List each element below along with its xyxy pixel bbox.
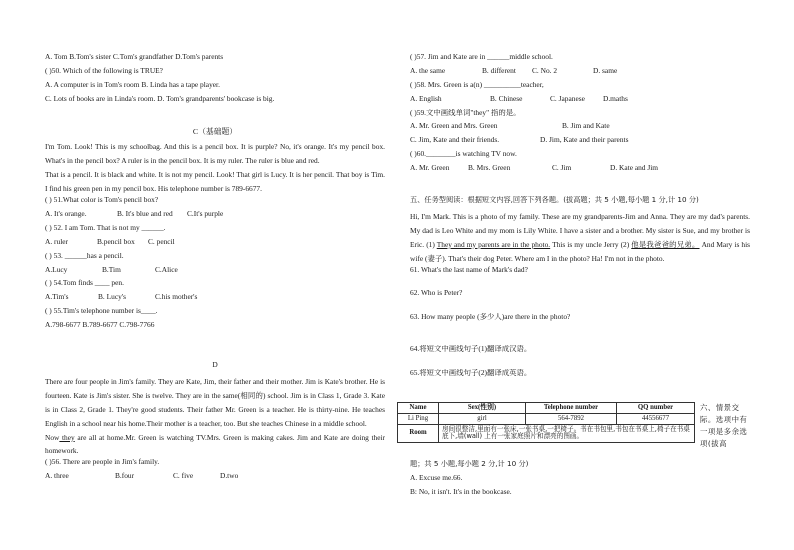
q52-stem: ( ) 52. I am Tom. That is not my ______. (45, 223, 166, 232)
q58-options (410, 95, 750, 109)
q51-option-c: C.It's purple (187, 208, 224, 218)
q51-stem: ( ) 51.What color is Tom's pencil box? (45, 196, 159, 205)
underlined-sentence-1: They and my parents are in the photo. (436, 239, 551, 249)
section-d-title: D (212, 360, 218, 369)
section-6-title-tail: 题；共 5 小题,每小题 2 分,计 10 分) (410, 460, 529, 468)
q56-option-c: C. five (173, 471, 194, 481)
left-column (45, 53, 385, 486)
q59-option-a: A. Mr. Green and Mrs. Green (410, 121, 498, 131)
q59-option-c: C. Jim, Kate and their friends. (410, 135, 500, 145)
q51-option-b: B. It's blue and red (117, 208, 173, 218)
passage-d-rest: are all at home.Mr. Green is watching TV.Mrs. Green is making cakes. Jim and Kate are doing their homework. (45, 432, 386, 456)
q58-stem: ( )58. Mrs. Green is a(n) __________teacher, (410, 80, 544, 89)
table-cell-sex: girl (439, 413, 526, 424)
section-5-passage-part-b: This is my uncle Jerry (2) (550, 239, 632, 249)
q61: 61. What's the last name of Mark's dad? (410, 265, 528, 274)
q58-option-d: D.maths (603, 93, 628, 103)
q57-option-b: B. different (482, 65, 516, 75)
q54-option-a: A.Tim's (45, 292, 69, 302)
passage-d-now: Now (45, 432, 60, 442)
table-cell-telephone: 564-7892 (526, 413, 617, 424)
q55-stem: ( ) 55.Tim's telephone number is____. (45, 307, 158, 316)
section-5-title: 五、任务型阅读：根据短文内容,回答下列各题。(拔高题；共 5 小题,每小题 1 分,计 10 分) (410, 196, 699, 205)
table-room-row (398, 424, 695, 442)
q54-option-b: B. Lucy's (98, 292, 127, 302)
q50-options-ab: A. A computer is in Tom's room B. Linda has a tape player. (45, 80, 220, 89)
q59-options-cd (410, 136, 750, 150)
section-5-passage-part-a: Hi, I'm Mark. This is a photo of my family. These are my grandparents-Jim and Anna. They are my dad's parents. My dad is Leo White and my mom is Lily White. I have a sister and a brother. My sister is Sue, and my brother is Eric. (1) (410, 211, 750, 249)
q53-option-a: A.Lucy (45, 264, 68, 274)
q57-option-a: A. the same (410, 65, 446, 75)
q49-options: A. Tom B.Tom's sister C.Tom's grandfather D.Tom's parents (45, 53, 224, 61)
q57-option-c: C. No. 2 (532, 65, 558, 75)
q59-option-b: B. Jim and Kate (562, 121, 610, 131)
q52-options (45, 238, 385, 252)
q63: 63. How many people (多少人)are there in the photo? (410, 313, 571, 322)
dialogue-line-b: B: No, it isn't. It's in the bookcase. (410, 487, 512, 496)
table-cell-room-description: 房间很整洁,里面有一张床,一张书桌,一把椅子。书在书包里,书包在书桌上,椅子在书桌底下,墙(wall) 上有一张家庭照片和漂亮的图画。 (439, 424, 695, 442)
q65: 65.将短文中画线句子(2)翻译成英语。 (410, 369, 532, 378)
q60-option-a: A. Mr. Green (410, 163, 450, 173)
table-header-row (398, 403, 695, 414)
student-info-table (397, 402, 695, 443)
q59-options-ab (410, 122, 750, 136)
q56-option-a: A. three (45, 471, 69, 481)
table-cell-name: Li Ping (398, 413, 439, 424)
dialogue-line-a: A. Excuse me.66. (410, 473, 463, 482)
q60-stem: ( )60.________is watching TV now. (410, 150, 517, 159)
table-header-sex: Sex(性别) (439, 403, 526, 414)
q54-stem: ( ) 54.Tom finds ____ pen. (45, 279, 124, 288)
passage-c-paragraph-2: That is a pencil. It is black and white. It is not my pencil. Look! That girl is Lucy. It is her pencil. That boy is Tim. I find his green pen in my pencil box. His telephone number is 789-6677. (45, 170, 385, 194)
section-c-title: C（基础题） (192, 126, 238, 136)
q56-option-b: B.four (115, 471, 135, 481)
q57-options (410, 67, 750, 81)
q54-option-c: C.his mother's (155, 292, 198, 302)
q58-option-c: C. Japanese (550, 93, 585, 103)
table-header-telephone: Telephone number (526, 403, 617, 414)
q58-option-b: B. Chinese (490, 93, 523, 103)
q54-options (45, 293, 385, 307)
q57-option-d: D. same (593, 65, 618, 75)
q56-option-d: D.two (220, 471, 239, 481)
q57-stem: ( )57. Jim and Kate are in ______middle school. (410, 53, 553, 61)
table-cell-qq: 44556677 (617, 413, 695, 424)
q55-options: A.798-6677 B.789-6677 C.798-7766 (45, 321, 155, 330)
q52-option-c: C. pencil (148, 236, 175, 246)
q58-option-a: A. English (410, 93, 442, 103)
passage-d-paragraph-2 (45, 431, 385, 459)
section-5-passage-part-c: And Mary is his wife (妻子). That's their dog Peter. Where am I in the photo? Ha! I'm not in the photo. (410, 239, 750, 263)
q52-option-a: A. ruler (45, 236, 68, 246)
q50-options-cd: C. Lots of books are in Linda's room. D. Tom's grandparents' bookcase is big. (45, 94, 275, 103)
q64: 64.将短文中画线句子(1)翻译成汉语。 (410, 345, 532, 354)
table-header-qq: QQ number (617, 403, 695, 414)
q62: 62. Who is Peter? (410, 289, 463, 298)
q53-stem: ( ) 53. ______has a pencil. (45, 251, 124, 260)
q53-option-b: B.Tim (102, 264, 121, 274)
q56-stem: ( )56. There are people in Jim's family. (45, 458, 160, 467)
section-6-title-side: 六、情景交际。选项中有一项是多余选项(拔高 (700, 403, 748, 448)
q53-option-c: C.Alice (155, 264, 178, 274)
q59-stem: ( )59.文中画线单词"they" 指的是。 (410, 108, 521, 117)
q59-option-d: D. Jim, Kate and their parents (540, 135, 629, 145)
q60-option-b: B. Mrs. Green (468, 163, 511, 173)
table-row (398, 413, 695, 424)
passage-d-paragraph: There are four people in Jim's family. They are Kate, Jim, their father and their mother. Jim is Kate's brother. He is fourteen. Kate is Jim's sister. She is twelve. They are in the same(相同的) school. Jim is in Class 1, Grade 3. Kate is in Class 2, Grade 1. They're good students. Their father Mr. Green is a teacher. He is thirty-nine. He teaches English in a school near his home.Their mother is a teacher, too. But she teaches Chinese in a middle school. (45, 376, 385, 428)
q56-options (45, 472, 385, 486)
table-header-name: Name (398, 403, 439, 414)
section-6-continuation (410, 460, 750, 502)
q51-option-a: A. It's orange. (45, 208, 87, 218)
q53-options (45, 266, 385, 280)
section-5-passage (410, 210, 750, 266)
underlined-they: they (59, 432, 75, 442)
q60-option-d: D. Kate and Jim (610, 163, 659, 173)
q60-option-c: C. Jim (552, 163, 572, 173)
passage-c-paragraph-1: I'm Tom. Look! This is my schoolbag. And this is a pencil box. It is purple? No, it's orange. It's my pencil box. What's in the pencil box? A ruler is in the pencil box. It is my ruler. The ruler is blue and red. (45, 142, 385, 166)
right-column (410, 53, 750, 383)
q52-option-b: B.pencil box (97, 236, 135, 246)
q60-options (410, 164, 750, 178)
q50-stem: ( )50. Which of the following is TRUE? (45, 66, 163, 75)
q51-options (45, 210, 385, 224)
underlined-sentence-2: 他是我爸爸的兄弟。 (631, 239, 700, 249)
table-cell-room-label: Room (398, 424, 439, 442)
